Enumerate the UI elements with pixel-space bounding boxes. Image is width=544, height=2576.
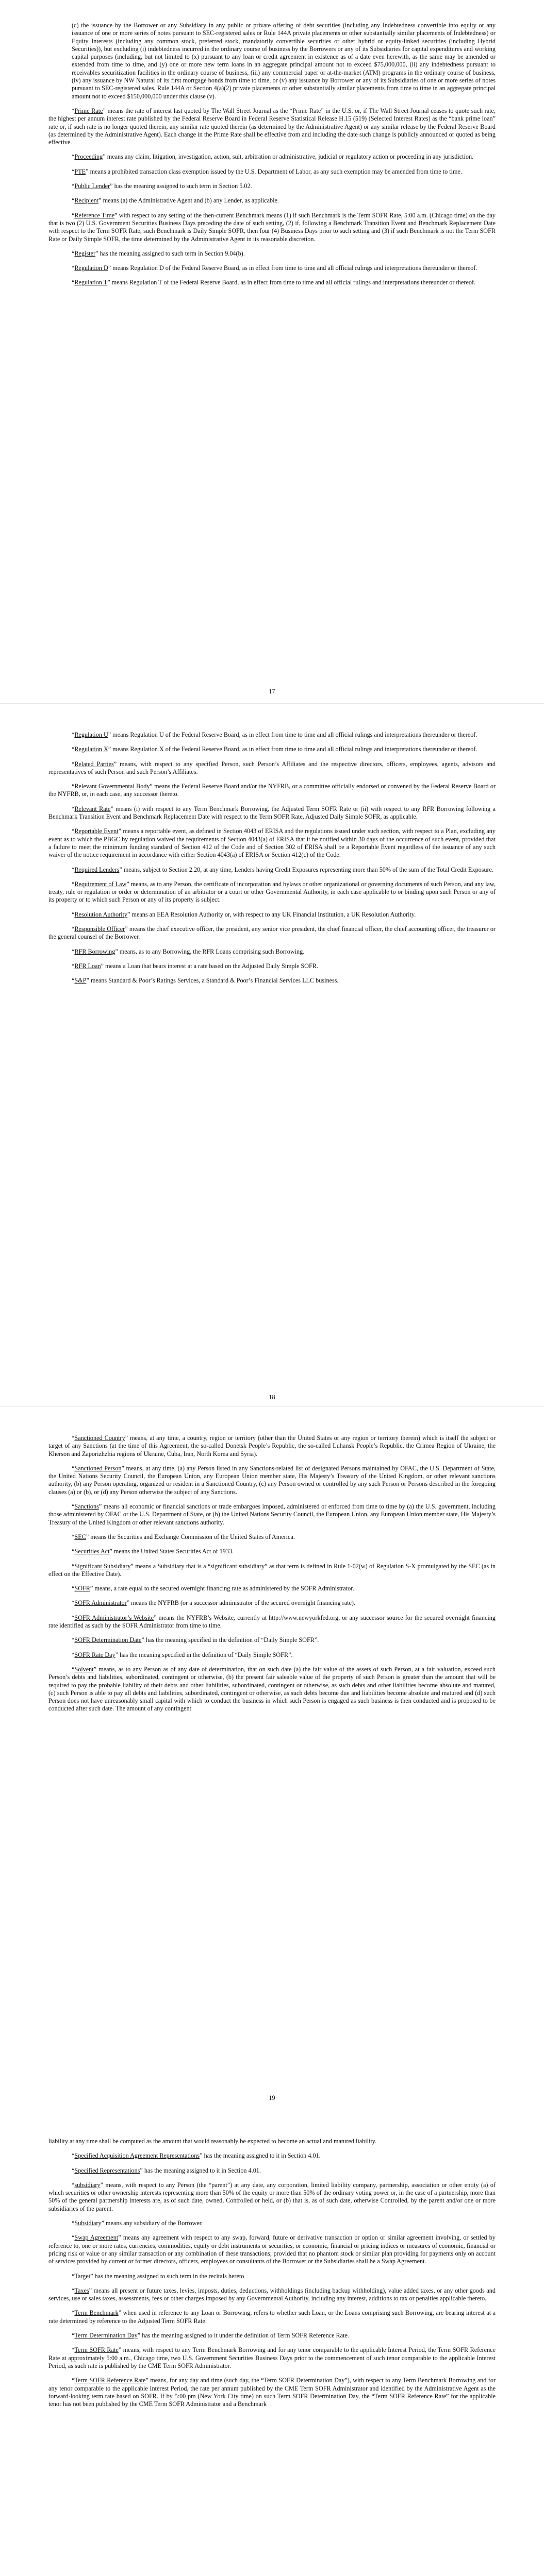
definition-text: means an EEA Resolution Authority or, with respect to any UK Financial Institution, a UK Resolution Authority. — [130, 910, 416, 918]
open-quote: “ — [72, 264, 75, 272]
definition-paragraph — [48, 250, 496, 258]
defined-term: Regulation X — [74, 745, 108, 753]
defined-term: Requirement of Law — [74, 880, 127, 888]
close-quote: ” — [127, 910, 130, 918]
document-page — [0, 2110, 544, 2576]
close-quote: ” — [115, 1651, 119, 1658]
definition-paragraph — [48, 1434, 496, 1458]
definition-text: means the chief executive officer, the president, any senior vice president, the chief financial officer, the chief accounting officer, the treasurer or the general counsel of the Borrower. — [48, 925, 496, 941]
definition-paragraph — [48, 783, 496, 799]
close-quote: ” — [118, 2234, 121, 2242]
definition-text: means (a) the Administrative Agent and (b) any Lender, as applicable. — [101, 197, 279, 205]
close-quote: ” — [101, 2219, 104, 2227]
definition-text: means all economic or financial sanctions or trade embargoes imposed, administered or enforced from time to time by (a) the U.S. government, including those administered by OFAC or the U.S. Department of State, or (b) the United Nations Security Council, the European Union, any European Union member state, His Majesty’s Treasury of the United Kingdom or other relevant sanctions authority. — [48, 1503, 496, 1526]
defined-term: Subsidiary — [74, 2219, 102, 2227]
open-quote: “ — [72, 910, 75, 918]
definition-paragraph — [48, 1503, 496, 1527]
close-quote: ” — [108, 731, 111, 738]
definition-paragraph — [48, 925, 496, 941]
body-paragraph — [48, 2138, 496, 2145]
defined-term: Target — [74, 2272, 91, 2280]
open-quote: “ — [72, 783, 75, 790]
definition-text: means Standard & Poor’s Ratings Services, a Standard & Poor’s Financial Services LLC business. — [89, 977, 339, 985]
definition-paragraph — [48, 2273, 496, 2280]
close-quote: ” — [130, 1562, 134, 1570]
defined-term: Specified Representations — [74, 2166, 140, 2174]
defined-term: SOFR Determination Date — [74, 1636, 142, 1644]
definition-paragraph — [48, 2234, 496, 2265]
defined-term: RFR Borrowing — [74, 947, 116, 955]
close-quote: ” — [109, 1548, 112, 1555]
definition-paragraph — [48, 760, 496, 776]
open-quote: “ — [72, 1599, 75, 1607]
open-quote: “ — [72, 1503, 75, 1511]
definition-text: means Regulation D of the Federal Reserve Board, as in effect from time to time and all official rulings and interpretations thereunder or thereof. — [111, 264, 477, 272]
open-quote: “ — [72, 197, 75, 205]
close-quote: ” — [119, 866, 122, 873]
close-quote: ” — [126, 880, 129, 888]
open-quote: “ — [72, 211, 75, 219]
open-quote: “ — [72, 182, 75, 190]
close-quote: ” — [95, 249, 98, 257]
definition-text: has the meaning assigned to it in Section 4.01. — [202, 2152, 321, 2160]
defined-term: Reportable Event — [74, 827, 119, 835]
open-quote: “ — [72, 1548, 75, 1555]
defined-term: Resolution Authority — [74, 910, 128, 918]
definition-text: means, a rate equal to the secured overnight financing rate as administered by the SOFR Administrator. — [93, 1585, 354, 1592]
definition-text: (c) the issuance by the Borrower or any Subsidiary in any public or private offering of debt securities (including any Indebtedness convertible into equity or any issuance of one or more series of notes pursuant to SEC-registered sales or Rule 144A private placements or other substantially similar placements of Indebtedness) or Equity Interests (including any common stock, preferred stock, mandatorily convertible securities or other hybrid or equity-linked securities (including Hybrid Securities)), but excluding (i) indebtedness incurred in the ordinary course of business by the Borrowers or any of its Subsidiaries for capital expenditures and working capital purposes (including, but not limited to (x) pursuant to any loan or credit agreement in existence as of a date even herewith, as the same may be amended or extended from time to time, and (y) one or more new term loans in an aggregate principal amount not to exceed $75,000,000, (ii) any indebtedness pursuant to receivables securitization facilities in the ordinary course of business, (iii) any commercial paper or at-the-market (ATM) programs in the ordinary course of business, (iv) any issuance by NW Natural of its first mortgage bonds from time to time, or (v) any issuance by Borrower or any of its Subsidiaries of one or more series of notes pursuant to SEC-registered sales, Rule 144A or Section 4(a)(2) private placements or other substantially similar placements from time to time in an aggregate principal amount not to exceed $150,000,000 under this clause (v). — [72, 22, 496, 100]
open-quote: “ — [72, 962, 75, 970]
definition-text: has the meaning assigned to such term in Section 5.02. — [112, 182, 252, 190]
page-body — [48, 2138, 496, 2415]
definition-text: has the meaning assigned to such term in the recitals hereto — [93, 2272, 244, 2280]
close-quote: ” — [125, 925, 128, 933]
definition-text: means, with respect to any Person (the “parent”) at any date, any corporation, limited liability company, partnership, association or other entity (a) of which securities or other ownership interests representing more than 50% of the equity or more than 50% of the ordinary voting power or, in the case of a partnership, more than 50% of the general partnership interests are, as of such date, owned, Controlled or held, or (b) that is, as of such date, otherwise Controlled, by the parent and/or one or more subsidiaries of the parent. — [48, 2181, 496, 2212]
definition-paragraph — [48, 1533, 496, 1541]
definition-paragraph — [48, 1465, 496, 1496]
defined-term: Regulation D — [74, 264, 108, 272]
close-quote: ” — [118, 2309, 122, 2317]
definition-paragraph — [48, 745, 496, 753]
definition-paragraph — [48, 1563, 496, 1579]
definition-text: liability at any time shall be computed as the amount that would reasonably be expected to become an actual and matured liability. — [48, 2138, 377, 2145]
definition-text: means the Federal Reserve Board and/or the NYFRB, or a committee officially endorsed or convened by the Federal Reserve Board or the NYFRB, or, in each case, any successor thereto. — [48, 783, 496, 798]
open-quote: “ — [72, 731, 75, 738]
open-quote: “ — [72, 167, 75, 175]
defined-term: Sanctions — [74, 1503, 99, 1511]
page-body — [48, 731, 496, 992]
close-quote: ” — [113, 760, 117, 768]
definition-paragraph — [48, 827, 496, 859]
defined-term: SOFR Administrator — [74, 1599, 127, 1607]
defined-term: Significant Subsidiary — [74, 1562, 131, 1570]
definition-text: means a reportable event, as defined in Section 4043 of ERISA and the regulations issued under such section, with respect to a Plan, excluding any event as to which the PBGC by regulation waived the requirements of Section 4043(a) of ERISA that it be notified within 30 days of the occurrence of such event, provided that a failure to meet the minimum funding standard of Section 412 of the Code and of Section 302 of ERISA shall be a Reportable Event regardless of the issuance of any such waiver of the notice requirement in accordance with either Section 4043(a) of ERISA or Section 412(c) of the Code. — [48, 827, 496, 859]
definition-text: means any subsidiary of the Borrower. — [104, 2219, 203, 2227]
close-quote: ” — [121, 1464, 124, 1472]
definition-paragraph — [48, 1614, 496, 1630]
close-quote: ” — [140, 2166, 143, 2174]
definition-paragraph — [48, 279, 496, 286]
defined-term: Required Lenders — [74, 866, 120, 873]
definition-text: means the NYFRB’s Website, currently at http://www.newyorkfed.org, or any successor source for the secured overnight financing rate identified as such by the SOFR Administrator from time to time. — [48, 1614, 496, 1630]
definition-paragraph — [48, 962, 496, 970]
definition-text: means, subject to Section 2.20, at any time, Lenders having Credit Exposures representing more than 50% of the sum of the Total Credit Exposure. — [122, 866, 494, 873]
open-quote: “ — [72, 1614, 75, 1621]
close-quote: ” — [101, 962, 104, 970]
definition-text: has the meaning assigned to it in Section 4.01. — [142, 2166, 261, 2174]
close-quote: ” — [108, 264, 111, 272]
close-quote: ” — [89, 2286, 92, 2294]
open-quote: “ — [72, 1665, 75, 1673]
page-body — [48, 22, 496, 294]
definition-paragraph — [48, 264, 496, 272]
definition-text: means, with respect to any Term Benchmark Borrowing and for any tenor comparable to the applicable Interest Period, the Term SOFR Reference Rate at approximately 5:00 a.m., Chicago time, two U.S. Government Securities Business Days prior to the commencement of such tenor comparable to the applicable Interest Period, as such rate is published by the CME Term SOFR Administrator. — [48, 2346, 496, 2369]
defined-term: Relevant Rate — [74, 805, 111, 812]
definition-paragraph — [48, 977, 496, 985]
open-quote: “ — [72, 1585, 75, 1592]
open-quote: “ — [72, 1562, 75, 1570]
close-quote: ” — [118, 827, 122, 835]
definition-paragraph — [48, 880, 496, 904]
open-quote: “ — [72, 153, 75, 161]
definition-paragraph — [48, 1666, 496, 1713]
open-quote: “ — [72, 2152, 75, 2160]
close-quote: ” — [114, 211, 118, 219]
close-quote: ” — [125, 1434, 128, 1442]
document-page — [0, 0, 544, 703]
definition-text: means, for any day and time (such day, the “Term SOFR Determination Day”), with respect to any Term Benchmark Borrowing and for any tenor comparable to the applicable Interest Period, the rate per annum published by the CME Term SOFR Administrator and identified by the Administrative Agent as the forward-looking term rate based on SOFR. If by 5:00 pm (New York City time) on such Term SOFR Determination Day, the “Term SOFR Reference Rate” for the applicable tenor has not been published by the CME Term SOFR Administrator and a Benchmark — [48, 2377, 496, 2408]
defined-term: Register — [74, 249, 96, 257]
close-quote: ” — [98, 197, 102, 205]
close-quote: ” — [103, 153, 106, 161]
open-quote: “ — [72, 107, 75, 114]
definition-text: means the United States Securities Act of 1933. — [112, 1548, 234, 1555]
definition-paragraph — [48, 212, 496, 243]
close-quote: ” — [110, 182, 113, 190]
close-quote: ” — [90, 2272, 93, 2280]
close-quote: ” — [115, 947, 118, 955]
definition-text: means any claim, litigation, investigation, action, suit, arbitration or administrative, judicial or regulatory action or proceeding in any jurisdiction. — [105, 153, 474, 161]
page-number: 18 — [269, 1394, 275, 1401]
close-quote: ” — [150, 783, 153, 790]
definition-text: means a Loan that bears interest at a rate based on the Adjusted Daily Simple SOFR. — [103, 962, 318, 970]
close-quote: ” — [154, 1614, 157, 1621]
definition-text: has the meaning specified in the definition of “Daily Simple SOFR”. — [144, 1636, 319, 1644]
definition-text: means, at any time, a country, region or territory (other than the United States or any region or territory therein) which is itself the subject or target of any Sanctions (at the time of this Agreement, the so-called Donetsk People’s Republic, the so-called Luhansk People’s Republic, the Crimea Region of Ukraine, the Kherson and Zaporizhzhia regions of Ukraine, Cuba, Iran, North Korea and Syria). — [48, 1434, 496, 1458]
definition-text: has the meaning assigned to such term in Section 9.04(b). — [98, 249, 245, 257]
definition-text: means Regulation X of the Federal Reserve Board, as in effect from time to time and all official rulings and interpretations thereunder or thereof. — [111, 745, 477, 753]
definition-paragraph — [48, 107, 496, 146]
close-quote: ” — [86, 167, 89, 175]
defined-term: Reference Time — [74, 211, 115, 219]
page-number: 19 — [269, 2094, 275, 2102]
definition-text: means, as to any Borrowing, the RFR Loans comprising such Borrowing. — [118, 947, 305, 955]
defined-term: Regulation T — [74, 279, 108, 286]
open-quote: “ — [72, 827, 75, 835]
defined-term: Proceeding — [74, 153, 103, 161]
page-divider — [0, 703, 544, 704]
defined-term: Prime Rate — [74, 107, 103, 114]
definition-paragraph — [48, 1636, 496, 1644]
defined-term: Term Determination Day — [74, 2332, 138, 2340]
open-quote: “ — [72, 880, 75, 888]
open-quote: “ — [72, 1434, 75, 1442]
definition-text: means, as to any Person, the certificate of incorporation and bylaws or other organizational or governing documents of such Person, and any law, treaty, rule or regulation or order or determination of an arbitrator or a court or other Governmental Authority, in each case applicable to or binding upon such Person or any of its property or to which such Person or any of its property is subject. — [48, 880, 496, 904]
open-quote: “ — [72, 2286, 75, 2294]
open-quote: “ — [72, 1651, 75, 1658]
open-quote: “ — [72, 1533, 75, 1540]
open-quote: “ — [72, 279, 75, 286]
definition-text: means any agreement with respect to any swap, forward, future or derivative transaction or option or similar agreement involving, or settled by reference to, one or more rates, currencies, commodities, equity or debt instruments or securities, or economic, financial or pricing indices or measures of economic, financial or pricing risk or value or any similar transaction or any combination of these transactions; provided that no phantom stock or similar plan providing for payments only on account of services provided by current or former directors, officers, employees or consultants of the Borrower or the Subsidiaries shall be a Swap Agreement. — [48, 2234, 496, 2265]
defined-term: subsidiary — [74, 2181, 101, 2189]
open-quote: “ — [72, 2346, 75, 2354]
defined-term: Sanctioned Person — [74, 1464, 122, 1472]
open-quote: “ — [72, 2332, 75, 2340]
open-quote: “ — [72, 977, 75, 985]
definition-paragraph — [48, 168, 496, 176]
close-quote: ” — [90, 1585, 93, 1592]
definition-paragraph — [48, 2309, 496, 2325]
document-page — [0, 1406, 544, 2110]
definition-paragraph — [48, 2377, 496, 2408]
defined-term: Specified Acquisition Agreement Representations — [74, 2152, 200, 2160]
definition-paragraph — [48, 182, 496, 190]
close-quote: ” — [108, 745, 111, 753]
open-quote: “ — [72, 2377, 75, 2384]
definition-text: has the meaning assigned to it under the definition of Term SOFR Reference Rate. — [140, 2332, 349, 2340]
definition-text: means a prohibited transaction class exemption issued by the U.S. Department of Labor, as any such exemption may be amended from time to time. — [88, 167, 462, 175]
definition-paragraph — [48, 731, 496, 739]
definition-paragraph — [48, 1651, 496, 1659]
open-quote: “ — [72, 2272, 75, 2280]
close-quote: ” — [86, 977, 89, 985]
open-quote: “ — [72, 2309, 75, 2317]
defined-term: Term SOFR Rate — [74, 2346, 119, 2354]
defined-term: Securities Act — [74, 1548, 110, 1555]
defined-term: Recipient — [74, 197, 99, 205]
defined-term: Sanctioned Country — [74, 1434, 125, 1442]
definition-text: means the Securities and Exchange Commission of the United States of America. — [89, 1533, 295, 1540]
open-quote: “ — [72, 2166, 75, 2174]
open-quote: “ — [72, 1464, 75, 1472]
definition-paragraph — [48, 948, 496, 956]
close-quote: ” — [107, 279, 110, 286]
open-quote: “ — [72, 760, 75, 768]
open-quote: “ — [72, 745, 75, 753]
definition-paragraph — [48, 1599, 496, 1607]
page-number: 17 — [269, 688, 275, 695]
defined-term: SOFR — [74, 1585, 90, 1592]
definition-paragraph — [48, 153, 496, 161]
close-quote: ” — [141, 1636, 144, 1644]
page-body — [48, 1434, 496, 1720]
document-page — [0, 703, 544, 1406]
close-quote: ” — [118, 2346, 122, 2354]
definition-text: when used in reference to any Loan or Borrowing, refers to whether such Loan, or the Loans comprising such Borrowing, are bearing interest at a rate determined by reference to the Adjusted Term SOFR Rate. — [48, 2309, 496, 2325]
open-quote: “ — [72, 2181, 75, 2189]
defined-term: Responsible Officer — [74, 925, 125, 933]
definition-paragraph — [48, 866, 496, 874]
defined-term: Term Benchmark — [74, 2309, 119, 2317]
defined-term: SEC — [74, 1533, 86, 1540]
defined-term: SOFR Rate Day — [74, 1651, 116, 1658]
open-quote: “ — [72, 249, 75, 257]
definition-paragraph — [48, 197, 496, 205]
close-quote: ” — [110, 805, 113, 812]
definition-paragraph — [48, 911, 496, 919]
body-paragraph — [48, 22, 496, 100]
definition-text: means, with respect to any specified Person, such Person’s Affiliates and the respective directors, officers, employees, agents, advisors and representatives of such Person and such Person’s Affiliates. — [48, 760, 496, 775]
definition-text: means, at any time, (a) any Person listed in any Sanctions-related list of designated Persons maintained by OFAC, the U.S. Department of State, the United Nations Security Council, the European Union, any European Union member state, His Majesty’s Treasury of the United Kingdom, or other relevant sanctions authority, (b) any Person operating, organized or resident in a Sanctioned Country, (c) any Person owned or controlled by any such Person or Persons described in the foregoing clauses (a) or (b), or (d) any Person otherwise the subject of any Sanctions. — [48, 1464, 496, 1496]
definition-paragraph — [48, 2219, 496, 2227]
defined-term: RFR Loan — [74, 962, 101, 970]
defined-term: PTE — [74, 167, 86, 175]
close-quote: ” — [103, 107, 106, 114]
definition-paragraph — [48, 2167, 496, 2175]
definition-text: means all present or future taxes, levies, imposts, duties, deductions, withholdings (including backup withholding), value added taxes, or any other goods and services, use or sales taxes, assessments, fees or other charges imposed by any Governmental Authority, including any interest, additions to tax or penalties applicable thereto. — [48, 2286, 496, 2302]
open-quote: “ — [72, 1636, 75, 1644]
defined-term: Related Parties — [74, 760, 114, 768]
definition-paragraph — [48, 2346, 496, 2370]
definition-paragraph — [48, 1548, 496, 1555]
open-quote: “ — [72, 2234, 75, 2242]
definition-text: means (i) with respect to any Term Benchmark Borrowing, the Adjusted Term SOFR Rate or (ii) with respect to any RFR Borrowing following a Benchmark Transition Event and Benchmark Replacement Date with respect to the Term SOFR Rate, Adjusted Daily Simple SOFR, as applicable. — [48, 805, 496, 821]
defined-term: S&P — [74, 977, 87, 985]
open-quote: “ — [72, 925, 75, 933]
definition-paragraph — [48, 2152, 496, 2160]
definition-text: means the NYFRB (or a successor administrator of the secured overnight financing rate). — [129, 1599, 356, 1607]
defined-term: Solvent — [74, 1665, 94, 1673]
close-quote: ” — [126, 1599, 130, 1607]
close-quote: ” — [100, 2181, 103, 2189]
close-quote: ” — [200, 2152, 203, 2160]
defined-term: Relevant Governmental Body — [74, 783, 150, 790]
defined-term: SOFR Administrator’s Website — [74, 1614, 154, 1621]
page-divider — [0, 1406, 544, 1407]
close-quote: ” — [137, 2332, 141, 2340]
open-quote: “ — [72, 866, 75, 873]
definition-text: means, as to any Person as of any date of determination, that on such date (a) the fair value of the assets of such Person, at a fair valuation, exceed such Person’s debts and liabilities, subordinated, contingent or otherwise, (b) the present fair saleable value of the property of such Person is greater than the amount that will be required to pay the probable liability of their debts and other liabilities, subordinated, contingent or otherwise, as such debts and other liabilities become absolute and matured, (c) such Person is able to pay all debts and liabilities, subordinated, contingent or otherwise, as such debts become due and liabilities become absolute and matured and (d) such Person does not have unreasonably small capital with which to conduct the business in which such Person is engaged as such business is then conducted and is proposed to be conducted after such date. The amount of any contingent — [48, 1665, 496, 1713]
definition-paragraph — [48, 1585, 496, 1592]
close-quote: ” — [145, 2377, 149, 2384]
definition-paragraph — [48, 805, 496, 821]
close-quote: ” — [86, 1533, 89, 1540]
definition-paragraph — [48, 2181, 496, 2213]
definition-text: means Regulation U of the Federal Reserve Board, as in effect from time to time and all official rulings and interpretations thereunder or thereof. — [111, 731, 477, 738]
close-quote: ” — [98, 1503, 102, 1511]
defined-term: Public Lender — [74, 182, 110, 190]
definition-text: means the rate of interest last quoted by The Wall Street Journal as the “Prime Rate” in the U.S. or, if The Wall Street Journal ceases to quote such rate, the highest per annum interest rate published by the Federal Reserve Board in Federal Reserve Statistical Release H.15 (519) (Selected Interest Rates) as the “bank prime loan” rate or, if such rate is no longer quoted therein, any similar rate quoted therein (as determined by the Administrative Agent) or any similar release by the Federal Reserve Board (as determined by the Administrative Agent). Each change in the Prime Rate shall be effective from and including the date such change is publicly announced or quoted as being effective. — [48, 107, 496, 146]
open-quote: “ — [72, 947, 75, 955]
open-quote: “ — [72, 805, 75, 812]
definition-paragraph — [48, 2287, 496, 2303]
defined-term: Swap Agreement — [74, 2234, 119, 2242]
defined-term: Term SOFR Reference Rate — [74, 2377, 146, 2384]
close-quote: ” — [93, 1665, 97, 1673]
definition-text: with respect to any setting of the then-current Benchmark means (1) if such Benchmark is the Term SOFR Rate, 5:00 a.m. (Chicago time) on the day that is two (2) U.S. Government Securities Business Days preceding the date of such setting, (2) if, following a Benchmark Transition Event and Benchmark Replacement Date with respect to the Term SOFR Rate, such Benchmark is Daily Simple SOFR, then four (4) Business Days prior to such setting and (3) if such Benchmark is not the Term SOFR Rate or Daily Simple SOFR, the time determined by the Administrative Agent in its reasonable discretion. — [48, 211, 496, 243]
definition-text: means Regulation T of the Federal Reserve Board, as in effect from time to time and all official rulings and interpretations thereunder or thereof. — [110, 279, 476, 286]
definition-paragraph — [48, 2332, 496, 2340]
defined-term: Taxes — [74, 2286, 89, 2294]
open-quote: “ — [72, 2219, 75, 2227]
definition-text: means a Subsidiary that is a “significant subsidiary” as that term is defined in Rule 1-02(w) of Regulation S-X promulgated by the SEC (as in effect on the Effective Date). — [48, 1562, 496, 1578]
defined-term: Regulation U — [74, 731, 108, 738]
definition-text: has the meaning specified in the definition of “Daily Simple SOFR”. — [118, 1651, 293, 1658]
